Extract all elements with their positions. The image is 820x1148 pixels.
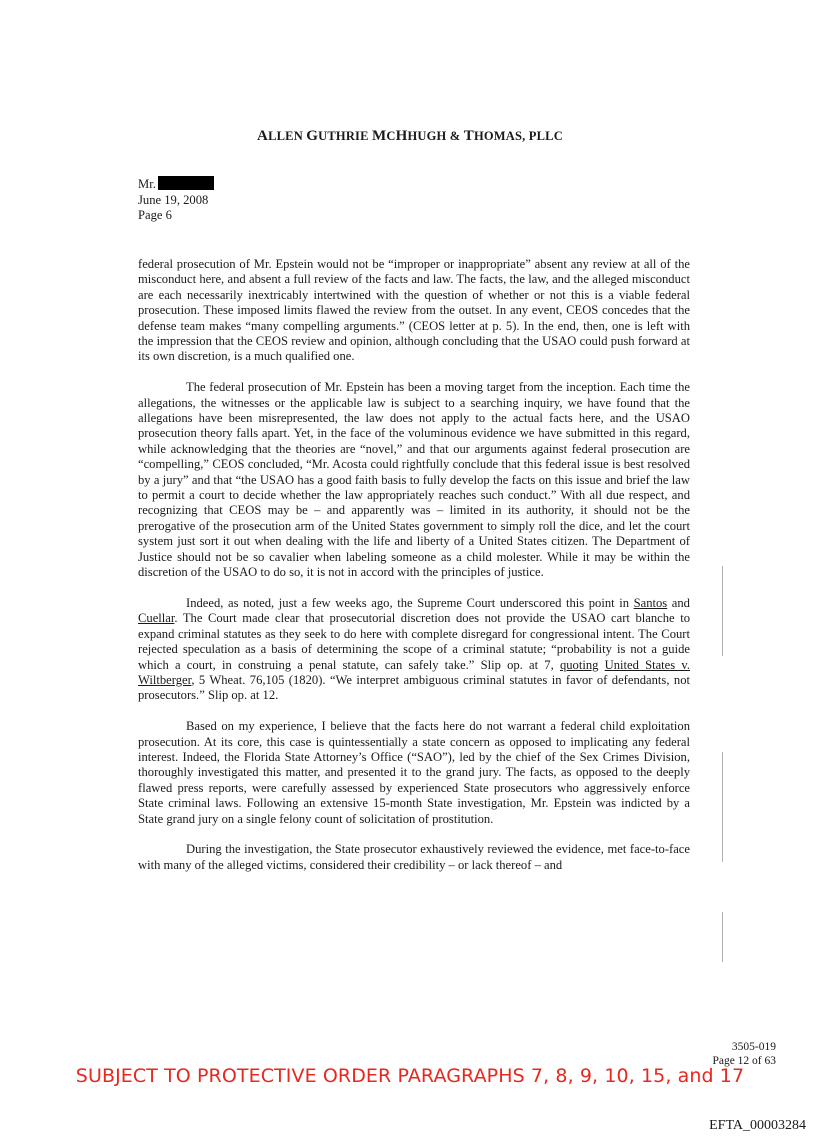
protective-order-banner: SUBJECT TO PROTECTIVE ORDER PARAGRAPHS 7, 8, 9, 10, 15, and 17 <box>75 1065 745 1087</box>
firm-initial-h: H <box>395 128 408 144</box>
paragraph-5: During the investigation, the State prosecutor exhaustively reviewed the evidence, met face-to-face with many of the alleged victims, considered their credibility – or lack thereof – and <box>138 842 690 872</box>
paragraph-2: The federal prosecution of Mr. Epstein has been a moving target from the inception. Each time the allegations, the witnesses or the applicable law is subject to a searching inquiry, we have found that the allegations have been misrepresented, the law does not apply to the actual facts here, and the USAO prosecution theory falls apart. Yet, in the face of the voluminous evidence we have submitted in this regard, while acknowledging that the theories are “novel,” and that our arguments against federal prosecution are “compelling,” CEOS concluded, “Mr. Acosta could rightfully conclude that this federal issue is best resolved by a jury” and that “the USAO has a good faith basis to fully develop the facts on this issue and brief the law to permit a court to decide whether the law appropriately reaches such conduct.” With all due respect, and recognizing that CEOS may be – and apparently was – limited in its authority, it should not be the prerogative of the prosecution arm of the United States government to simply roll the dice, and let the court system just sort it out when dealing with the life and liberty of a United States citizen. The Department of Justice should not be so cavalier when labeling someone as a child molester. While it may be within the discretion of the USAO to do so, it is not in accord with the principles of justice. <box>138 380 690 580</box>
page-number: Page 6 <box>138 208 172 222</box>
margin-mark <box>722 752 723 862</box>
firm-name-part: HOMAS, PLLC <box>473 129 563 143</box>
paragraph-1: federal prosecution of Mr. Epstein would not be “improper or inappropriate” absent any review at all of the misconduct here, and absent a full review of the facts and law. The facts, the law, and the alleged misconduct are each necessarily inextricably intertwined with the question of whether or not this is a viable federal prosecution. These imposed limits flawed the review from the outset. In any event, CEOS concedes that the defense team makes “many compelling arguments.” (CEOS letter at p. 5). In the end, then, one is left with the impression that the CEOS review and opinion, although concluding that the USAO could push forward at its own discretion, is a much qualified one. <box>138 257 690 364</box>
page-of: Page 12 of 63 <box>712 1055 776 1067</box>
firm-name-part: C <box>386 129 396 143</box>
firm-initial-t: T <box>463 128 474 144</box>
firm-initial-g: G <box>306 128 319 144</box>
recipient-line <box>138 176 214 193</box>
case-cuellar: Cuellar <box>138 611 175 626</box>
footer-reference <box>712 1040 776 1068</box>
document-id: 3505-019 <box>731 1041 776 1053</box>
firm-name-part: UTHRIE <box>318 129 372 143</box>
firm-name-part: HUGH & <box>407 129 464 143</box>
firm-name-part: LLEN <box>268 129 307 143</box>
firm-initial-m: M <box>371 128 387 144</box>
firm-letterhead <box>0 128 820 145</box>
paragraph-4: Based on my experience, I believe that the facts here do not warrant a federal child exploitation prosecution. At its core, this case is quintessentially a state concern as opposed to implicating any federal interest. Indeed, the Florida State Attorney’s Office (“SAO”), led by the chief of the Sex Crimes Division, thoroughly investigated this matter, and presented it to the grand jury. The facts, as opposed to the deeply flawed press reports, were carefully assessed by experienced State prosecutors who aggressively enforce State criminal laws. Following an extensive 15-month State investigation, Mr. Epstein was indicted by a State grand jury on a single felony count of solicitation of prostitution. <box>138 719 690 826</box>
quoting-signal: quoting <box>559 657 599 672</box>
text-run: , 5 Wheat. 76,105 (1820). “We interpret ambiguous criminal statutes in favor of defendants, not prosecutors.” Slip op. at 12. <box>138 672 690 703</box>
redaction-box <box>158 176 214 190</box>
text-run: . The Court made clear that prosecutorial discretion does not provide the USAO cart blanche to expand criminal statutes as they seek to do here with complete disregard for congressional intent. The Court rejected speculation as a basis of determining the scope of a criminal statute; “probability is not a guide which a court, in construing a penal statute, can safely take.” Slip op. at 7, <box>138 611 690 672</box>
margin-mark <box>722 566 723 656</box>
firm-initial-a: A <box>257 128 269 144</box>
case-santos: Santos <box>633 595 668 610</box>
text-run: Indeed, as noted, just a few weeks ago, the Supreme Court underscored this point in <box>186 595 634 610</box>
paragraph-3 <box>138 596 690 704</box>
bates-number: EFTA_00003284 <box>709 1118 806 1133</box>
letter-date: June 19, 2008 <box>138 192 209 207</box>
text-run: and <box>667 595 690 610</box>
salutation: Mr. <box>138 177 156 191</box>
margin-mark <box>722 912 723 962</box>
case-wiltberger: United States v. Wiltberger <box>138 657 690 687</box>
address-block <box>138 176 214 224</box>
letter-body <box>138 257 690 889</box>
